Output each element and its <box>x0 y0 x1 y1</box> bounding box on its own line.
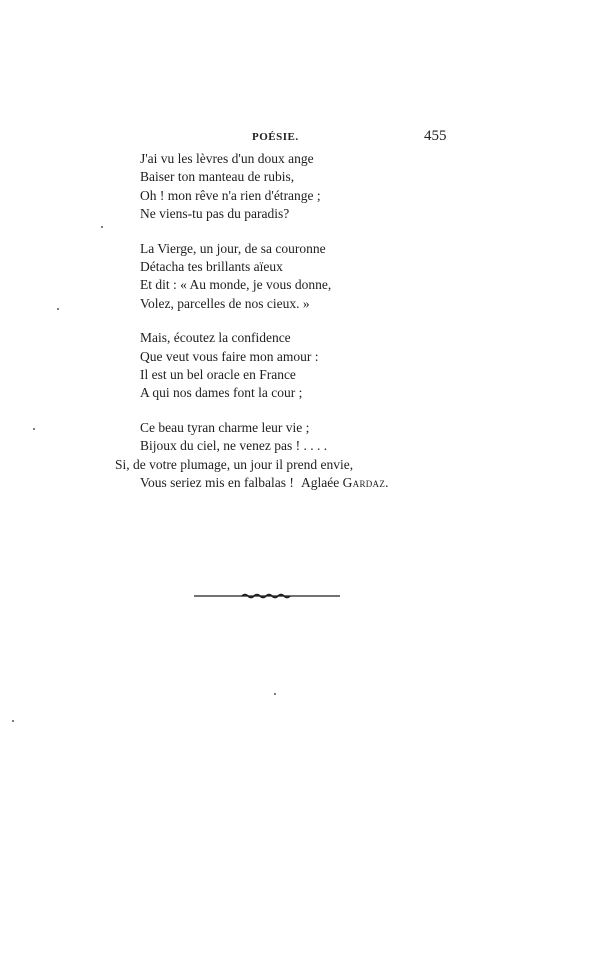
poem-line: Oh ! mon rêve n'a rien d'étrange ; <box>140 187 321 203</box>
author-last-name: Gardaz. <box>342 475 389 490</box>
poem-line: Bijoux du ciel, ne venez pas ! . . . . <box>140 438 328 454</box>
poem-line: Que veut vous faire mon amour : <box>140 348 319 364</box>
running-title: POÉSIE. <box>252 131 299 143</box>
poem-line: Ne viens-tu pas du paradis? <box>140 206 290 222</box>
paper-speck <box>274 693 276 695</box>
author-first-name: Aglaée <box>301 475 340 490</box>
poem-line: Ce beau tyran charme leur vie ; <box>140 419 310 435</box>
paper-speck <box>57 308 59 310</box>
poem-line: J'ai vu les lèvres d'un doux ange <box>140 151 314 166</box>
stanza-4 <box>0 419 600 493</box>
paper-speck <box>33 428 35 430</box>
poem-line: Et dit : « Au monde, je vous donne, <box>140 277 332 293</box>
page-number: 455 <box>424 128 447 144</box>
poem-line: Baiser ton manteau de rubis, <box>140 169 295 185</box>
paper-speck <box>12 720 14 722</box>
tailpiece-ornament <box>194 593 340 599</box>
poem-line: Si, de votre plumage, un jour il prend envie, <box>115 456 354 472</box>
stanza-3 <box>0 329 600 403</box>
stanza-1 <box>0 150 600 224</box>
paper-speck <box>101 226 103 228</box>
tailpiece-rule-icon <box>194 593 340 599</box>
poem-line: Il est un bel oracle en France <box>140 367 296 383</box>
author-signature <box>301 475 389 491</box>
poem-line: Vous seriez mis en falbalas ! <box>140 475 294 491</box>
stanza-2 <box>0 240 600 314</box>
poem-line: La Vierge, un jour, de sa couronne <box>140 240 326 256</box>
poem-line: Mais, écoutez la confidence <box>140 330 291 346</box>
poem-line: Volez, parcelles de nos cieux. » <box>140 295 310 311</box>
poem-line: A qui nos dames font la cour ; <box>140 385 303 401</box>
poem <box>0 150 600 509</box>
poem-line: Détacha tes brillants aïeux <box>140 259 283 275</box>
